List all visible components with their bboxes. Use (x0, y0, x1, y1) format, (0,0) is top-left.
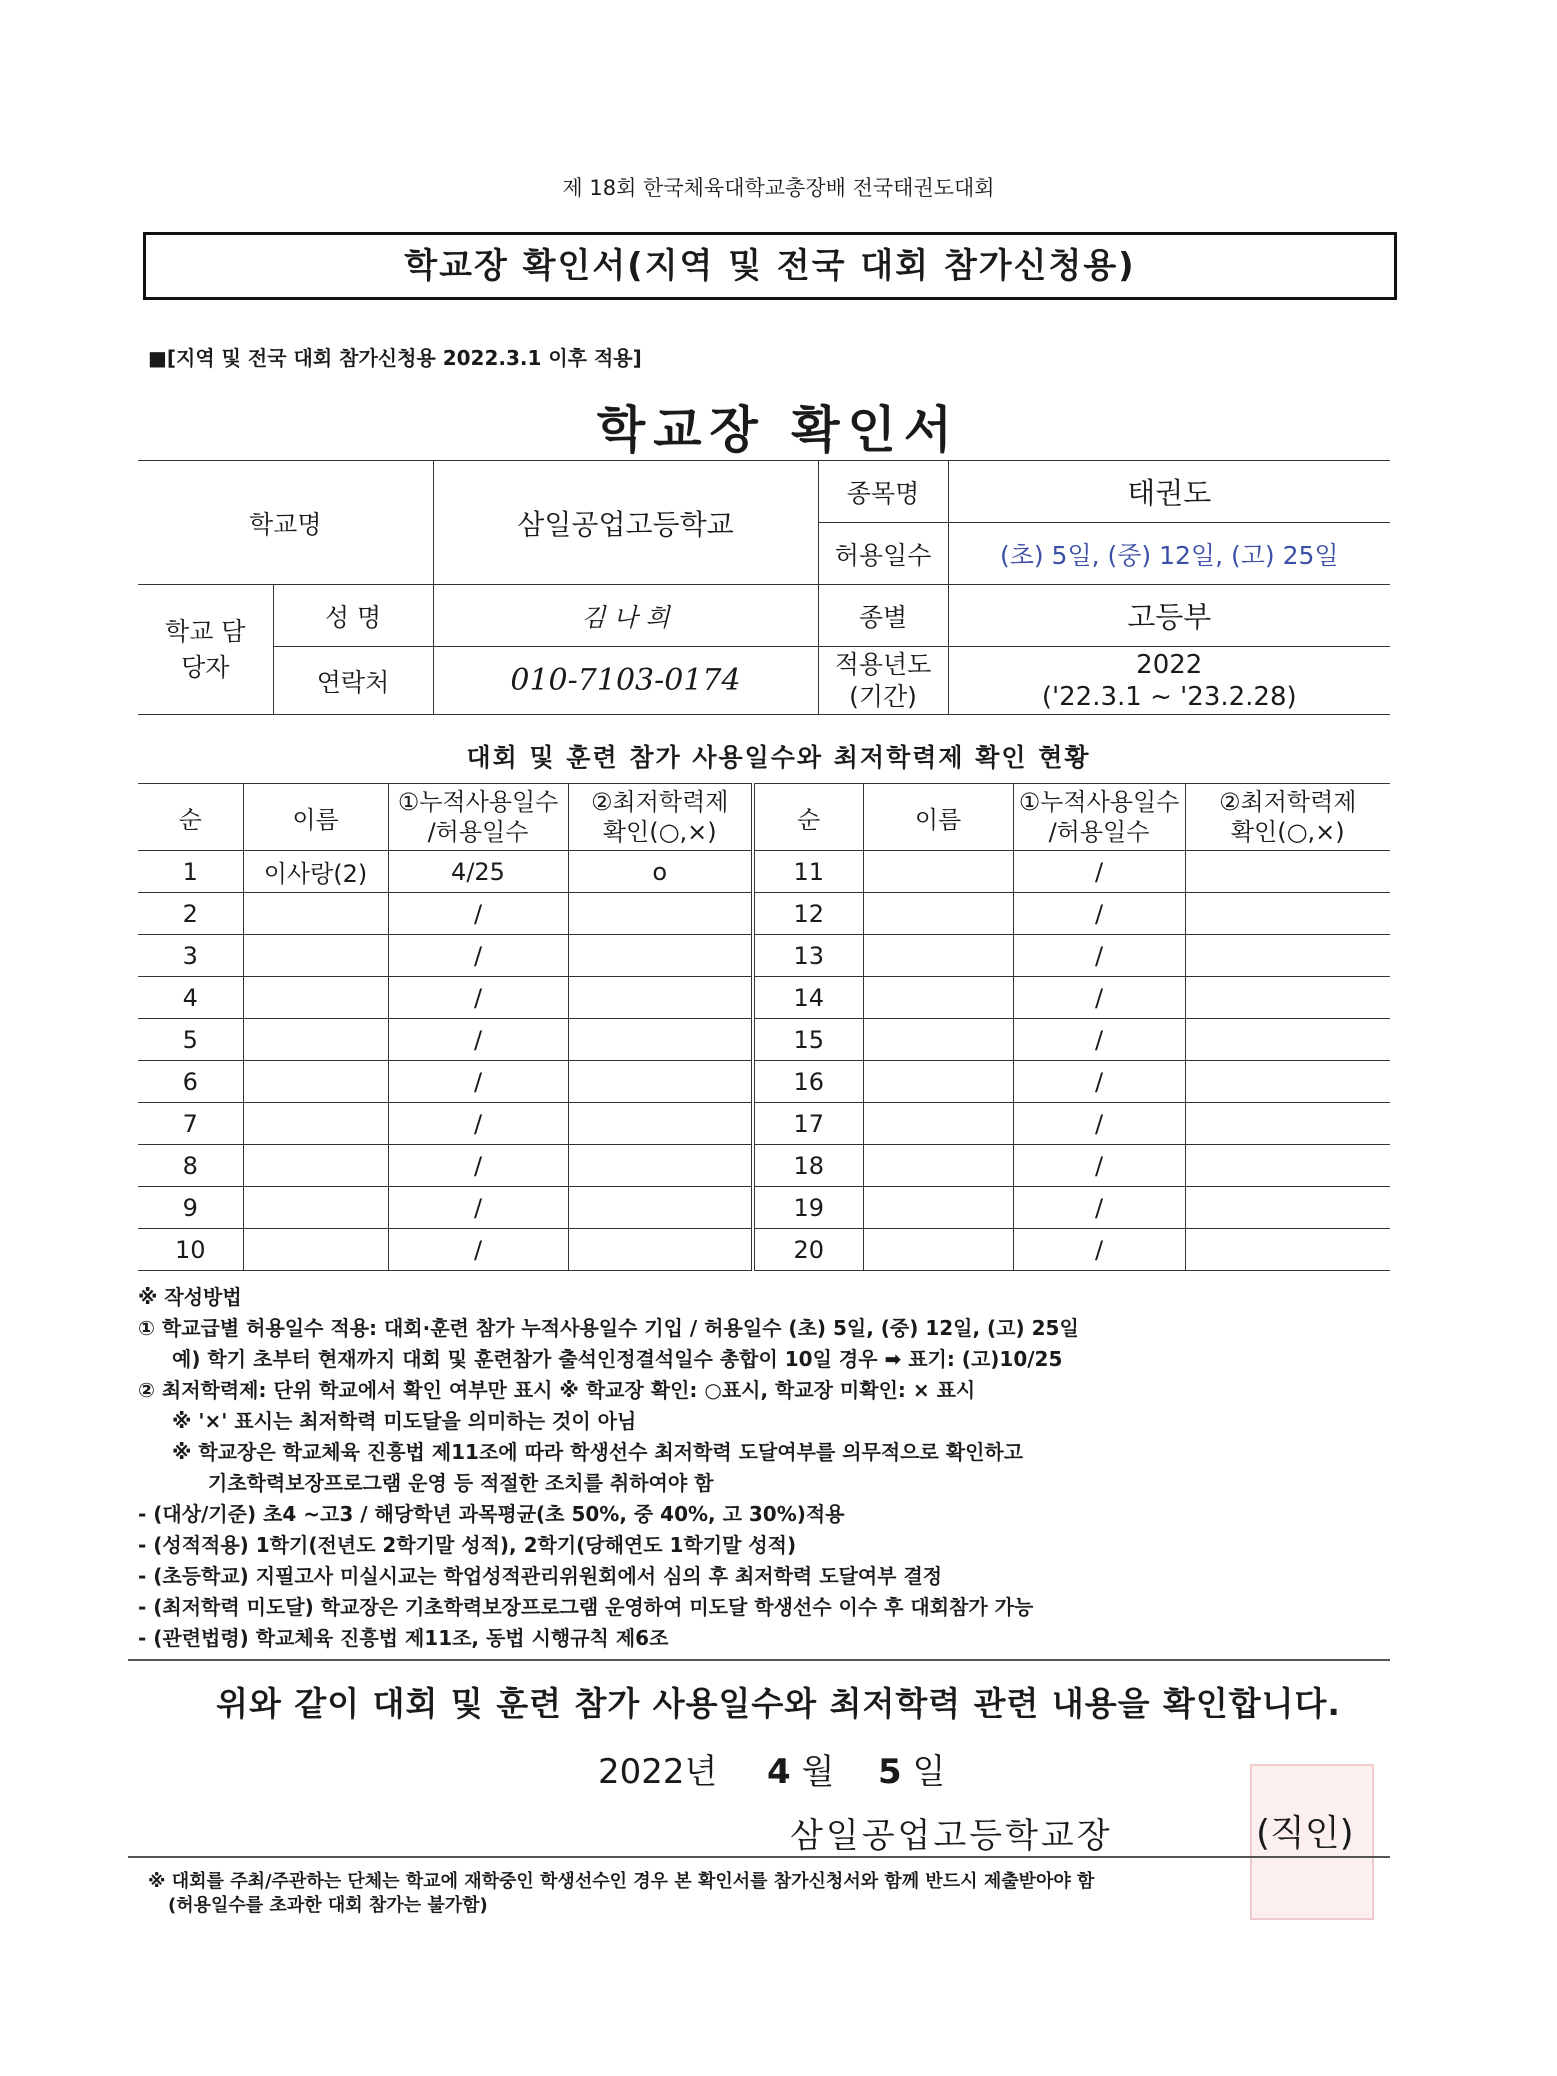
cell-days: / (388, 1187, 568, 1229)
instruction-line: ※ '×' 표시는 최저학력 미도달을 의미하는 것이 아님 (172, 1409, 637, 1433)
sport-value: 태권도 (948, 461, 1390, 523)
table-row (138, 1019, 1390, 1061)
table-row (138, 1145, 1390, 1187)
instructions (138, 1282, 1398, 1654)
main-title: 학교장 확인서 (596, 401, 961, 459)
cell-days: / (388, 1145, 568, 1187)
cell-no: 3 (138, 935, 243, 977)
table-row (138, 1061, 1390, 1103)
col-days (388, 784, 568, 851)
cell-min-level-check (568, 935, 753, 977)
principal-name: 삼일공업고등학교장 (790, 1816, 1113, 1856)
cell-name (243, 1229, 388, 1271)
cell-no: 10 (138, 1229, 243, 1271)
event-title: 제 18회 한국체육대학교총장배 전국태권도대회 (562, 176, 995, 200)
cell-name (243, 935, 388, 977)
cell-no: 15 (753, 1019, 863, 1061)
instruction-line: - (관련법령) 학교체육 진흥법 제11조, 동법 시행규칙 제6조 (138, 1626, 669, 1650)
col-name-right: 이름 (863, 784, 1013, 851)
cell-min-level-check (1185, 977, 1390, 1019)
contact-name-value: 김 나 희 (433, 585, 818, 647)
cell-days: / (1013, 1019, 1185, 1061)
instruction-line: ① 학교급별 허용일수 적용: 대회·훈련 참가 누적사용일수 기입 / 허용일수 (초) 5일, (중) 12일, (고) 25일 (138, 1316, 1079, 1340)
date-day-unit: 일 (912, 1752, 946, 1792)
cell-min-level-check (1185, 851, 1390, 893)
banner-title: 학교장 확인서(지역 및 전국 대회 참가신청용) (143, 232, 1397, 300)
col-no-right: 순 (753, 784, 863, 851)
cell-days: / (1013, 1187, 1185, 1229)
cell-days: / (1013, 1145, 1185, 1187)
cell-no: 9 (138, 1187, 243, 1229)
cell-no: 16 (753, 1061, 863, 1103)
table-row (138, 1103, 1390, 1145)
contact-phone-value: 010-7103-0174 (433, 647, 818, 715)
cell-min-level-check (1185, 1187, 1390, 1229)
table-row (138, 1187, 1390, 1229)
cell-no: 19 (753, 1187, 863, 1229)
cell-min-level-check (568, 1229, 753, 1271)
cell-min-level-check (568, 977, 753, 1019)
year-value: 2022 (1136, 649, 1203, 680)
category-label: 종별 (818, 585, 948, 647)
cell-min-level-check (568, 1103, 753, 1145)
cell-no: 17 (753, 1103, 863, 1145)
cell-days: / (388, 935, 568, 977)
instruction-line: - (대상/기준) 초4 ~고3 / 해당학년 과목평균(초 50%, 중 40%, 고 30%)적용 (138, 1502, 845, 1526)
cell-name (243, 1145, 388, 1187)
cell-no: 14 (753, 977, 863, 1019)
cell-no: 6 (138, 1061, 243, 1103)
cell-days: / (1013, 977, 1185, 1019)
cell-name (243, 1019, 388, 1061)
category-value: 고등부 (948, 585, 1390, 647)
cell-min-level-check (1185, 1145, 1390, 1187)
col-min-line1: ②최저학력제 (591, 788, 729, 816)
confirmation-statement: 위와 같이 대회 및 훈련 참가 사용일수와 최저학력 관련 내용을 확인합니다. (216, 1684, 1341, 1723)
cell-min-level-check (1185, 1061, 1390, 1103)
divider (128, 1659, 1390, 1661)
school-name-label: 학교명 (138, 461, 433, 585)
date-day: 5 (877, 1752, 902, 1792)
cell-name (863, 1103, 1013, 1145)
cell-no: 1 (138, 851, 243, 893)
date-month-unit: 월 (801, 1752, 835, 1792)
cell-no: 5 (138, 1019, 243, 1061)
col-min-level-right (1185, 784, 1390, 851)
col-days-line1: ①누적사용일수 (397, 788, 559, 816)
seal-label: (직인) (1256, 1813, 1354, 1854)
date-year: 2022년 (598, 1752, 718, 1792)
cell-days: / (1013, 1061, 1185, 1103)
cell-name (863, 1061, 1013, 1103)
cell-min-level-check (1185, 935, 1390, 977)
col-name: 이름 (243, 784, 388, 851)
instruction-line: - (성적적용) 1학기(전년도 2학기말 성적), 2학기(당해연도 1학기말 성적) (138, 1533, 797, 1557)
confirmation-date (598, 1744, 945, 1793)
cell-min-level-check: o (568, 851, 753, 893)
cell-no: 7 (138, 1103, 243, 1145)
phone-label: 연락처 (273, 647, 433, 715)
status-section-title: 대회 및 훈련 참가 사용일수와 최저학력제 확인 현황 (466, 743, 1091, 772)
instruction-line: 기초학력보장프로그램 운영 등 적절한 조치를 취하여야 함 (208, 1471, 714, 1495)
cell-name (863, 851, 1013, 893)
cell-name (243, 977, 388, 1019)
cell-days: 4/25 (388, 851, 568, 893)
col-days-right-line1: ①누적사용일수 (1018, 788, 1180, 816)
participation-status-table (138, 783, 1390, 1271)
cell-days: / (1013, 1229, 1185, 1271)
cell-name (863, 893, 1013, 935)
table-row (138, 1229, 1390, 1271)
footnote-line2: (허용일수를 초과한 대회 참가는 불가함) (168, 1895, 488, 1916)
cell-min-level-check (1185, 1229, 1390, 1271)
cell-name (863, 1187, 1013, 1229)
date-month: 4 (767, 1752, 791, 1792)
cell-days: / (388, 977, 568, 1019)
status-header-row (138, 784, 1390, 851)
cell-name (243, 1103, 388, 1145)
allowed-days-value: (초) 5일, (중) 12일, (고) 25일 (948, 523, 1390, 585)
instruction-line: ※ 학교장은 학교체육 진흥법 제11조에 따라 학생선수 최저학력 도달여부를 의무적으로 확인하고 (172, 1440, 1024, 1464)
cell-no: 8 (138, 1145, 243, 1187)
divider (128, 1856, 1390, 1858)
applicability-note: ■[지역 및 전국 대회 참가신청용 2022.3.1 이후 적용] (148, 346, 642, 370)
allowed-days-label: 허용일수 (818, 523, 948, 585)
school-info-table (138, 460, 1390, 715)
col-days-right (1013, 784, 1185, 851)
contact-person-label: 학교 담당자 (138, 585, 273, 715)
cell-name (243, 893, 388, 935)
cell-min-level-check (1185, 1103, 1390, 1145)
instruction-line: - (최저학력 미도달) 학교장은 기초학력보장프로그램 운영하여 미도달 학생선수 이수 후 대회참가 가능 (138, 1595, 1034, 1619)
cell-no: 13 (753, 935, 863, 977)
name-label: 성 명 (273, 585, 433, 647)
col-min-right-line2: 확인(○,×) (1230, 818, 1345, 846)
cell-days: / (1013, 935, 1185, 977)
cell-min-level-check (568, 1019, 753, 1061)
col-min-line2: 확인(○,×) (602, 818, 717, 846)
instructions-heading: ※ 작성방법 (138, 1285, 242, 1309)
cell-name (863, 977, 1013, 1019)
cell-days: / (388, 1103, 568, 1145)
cell-min-level-check (1185, 893, 1390, 935)
cell-no: 2 (138, 893, 243, 935)
applicable-year-label: 적용년도 (기간) (818, 647, 948, 715)
col-min-right-line1: ②최저학력제 (1219, 788, 1357, 816)
instruction-line: 예) 학기 초부터 현재까지 대회 및 훈련참가 출석인정결석일수 총합이 10일 경우 ➡ 표기: (고)10/25 (172, 1347, 1063, 1371)
cell-days: / (388, 893, 568, 935)
cell-name (863, 935, 1013, 977)
cell-no: 12 (753, 893, 863, 935)
cell-name (863, 1145, 1013, 1187)
cell-min-level-check (1185, 1019, 1390, 1061)
cell-name (243, 1187, 388, 1229)
cell-days: / (1013, 893, 1185, 935)
school-name-value: 삼일공업고등학교 (433, 461, 818, 585)
col-no: 순 (138, 784, 243, 851)
col-min-level (568, 784, 753, 851)
table-row (138, 977, 1390, 1019)
footnote (148, 1870, 1388, 1918)
table-row (138, 935, 1390, 977)
cell-days: / (388, 1061, 568, 1103)
cell-days: / (1013, 851, 1185, 893)
cell-no: 11 (753, 851, 863, 893)
instruction-line: - (초등학교) 지필고사 미실시교는 학업성적관리위원회에서 심의 후 최저학력 도달여부 결정 (138, 1564, 943, 1588)
col-days-line2: /허용일수 (427, 818, 529, 846)
cell-name (863, 1229, 1013, 1271)
col-days-right-line2: /허용일수 (1048, 818, 1150, 846)
cell-no: 4 (138, 977, 243, 1019)
table-row (138, 851, 1390, 893)
footnote-line1: ※ 대회를 주최/주관하는 단체는 학교에 재학중인 학생선수인 경우 본 확인서를 참가신청서와 함께 반드시 제출받아야 함 (148, 1871, 1095, 1892)
cell-name (243, 1061, 388, 1103)
applicable-year-value (948, 647, 1390, 715)
instruction-line: ② 최저학력제: 단위 학교에서 확인 여부만 표시 ※ 학교장 확인: ○표시, 학교장 미확인: × 표시 (138, 1378, 976, 1402)
period-value: ('22.3.1 ~ '23.2.28) (1041, 681, 1297, 712)
cell-days: / (388, 1019, 568, 1061)
cell-no: 18 (753, 1145, 863, 1187)
cell-days: / (1013, 1103, 1185, 1145)
cell-name (863, 1019, 1013, 1061)
cell-no: 20 (753, 1229, 863, 1271)
cell-min-level-check (568, 893, 753, 935)
cell-min-level-check (568, 1061, 753, 1103)
cell-min-level-check (568, 1187, 753, 1229)
cell-days: / (388, 1229, 568, 1271)
cell-name: 이사랑(2) (243, 851, 388, 893)
cell-min-level-check (568, 1145, 753, 1187)
sport-label: 종목명 (818, 461, 948, 523)
table-row (138, 893, 1390, 935)
